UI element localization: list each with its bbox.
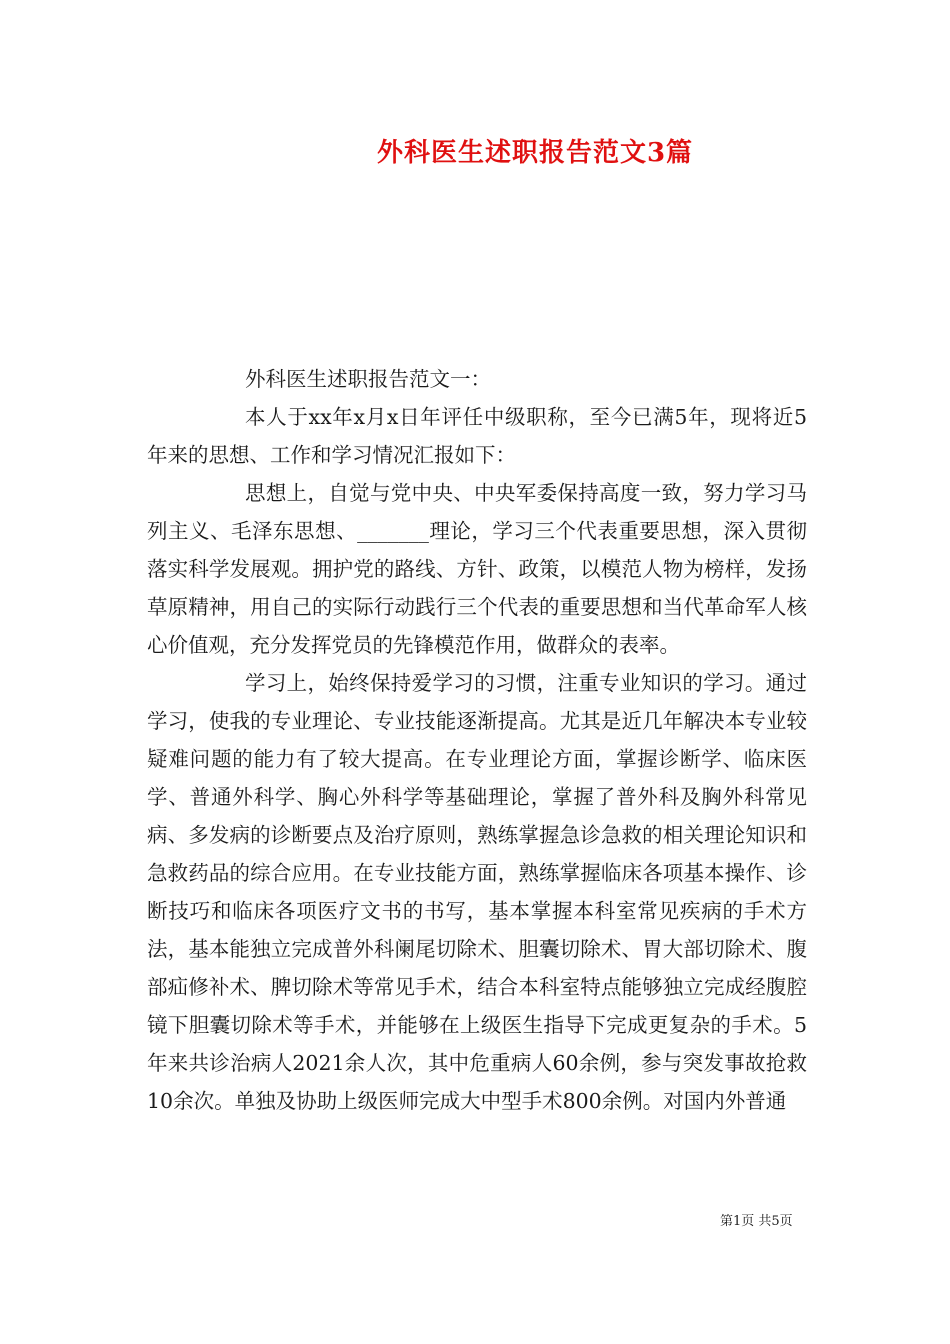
paragraph-study: 学习上，始终保持爱学习的习惯，注重专业知识的学习。通过学习，使我的专业理论、专业技能逐渐提高。尤其是近几年解决本专业较疑难问题的能力有了较大提高。在专业理论方面，掌握诊断学、临床医学、普通外科学、胸心外科学等基础理论，掌握了普外科及胸外科常见病、多发病的诊断要点及治疗原则，熟练掌握急诊急救的相关理论知识和急救药品的综合应用。在专业技能方面，熟练掌握临床各项基本操作、诊断技巧和临床各项医疗文书的书写，基本掌握本科室常见疾病的手术方法，基本能独立完成普外科阑尾切除术、胆囊切除术、胃大部切除术、腹部疝修补术、脾切除术等常见手术，结合本科室特点能够独立完成经腹腔镜下胆囊切除术等手术，并能够在上级医生指导下完成更复杂的手术。5年来共诊治病人2021余人次，其中危重病人60余例，参与突发事故抢救10余次。单独及协助上级医师完成大中型手术800余例。对国内外普通 <box>147 671 807 1113</box>
page-number-footer: 第1页 共5页 <box>720 1214 793 1229</box>
paragraph-intro: 本人于xx年x月x日年评任中级职称，至今已满5年，现将近5年来的思想、工作和学习情况汇报如下： <box>147 405 807 467</box>
section-heading: 外科医生述职报告范文一： <box>245 367 491 391</box>
document-body <box>147 360 807 1120</box>
paragraph-ideology: 思想上，自觉与党中央、中央军委保持高度一致，努力学习马列主义、毛泽东思想、_______理论，学习三个代表重要思想，深入贯彻落实科学发展观。拥护党的路线、方针、政策，以模范人物为榜样，发扬草原精神，用自己的实际行动践行三个代表的重要思想和当代革命军人核心价值观，充分发挥党员的先锋模范作用，做群众的表率。 <box>147 481 807 657</box>
document-title: 外科医生述职报告范文3篇 <box>376 138 694 168</box>
